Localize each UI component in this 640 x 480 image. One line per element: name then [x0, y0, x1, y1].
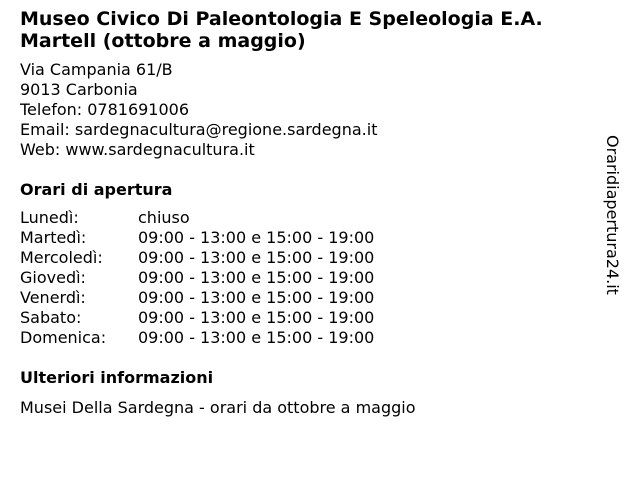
day-hours: 09:00 - 13:00 e 15:00 - 19:00 — [138, 228, 375, 247]
hours-row-tuesday — [20, 228, 610, 248]
museum-info-card — [20, 8, 610, 418]
hours-row-monday — [20, 208, 610, 228]
day-hours: 09:00 - 13:00 e 15:00 - 19:00 — [138, 308, 375, 327]
day-label: Domenica: — [20, 328, 107, 347]
hours-row-saturday — [20, 308, 610, 328]
day-hours: 09:00 - 13:00 e 15:00 - 19:00 — [138, 288, 375, 307]
day-label: Sabato: — [20, 308, 82, 327]
hours-row-friday — [20, 288, 610, 308]
hours-row-thursday — [20, 268, 610, 288]
more-info-text: Musei Della Sardegna - orari da ottobre a maggio — [20, 398, 416, 417]
day-label: Lunedì: — [20, 208, 79, 227]
day-label: Venerdì: — [20, 288, 86, 307]
page-title: Museo Civico Di Paleontologia E Speleologia E.A. Martell (ottobre a maggio) — [20, 8, 543, 52]
day-hours: chiuso — [138, 208, 190, 227]
hours-row-wednesday — [20, 248, 610, 268]
day-hours: 09:00 - 13:00 e 15:00 - 19:00 — [138, 328, 375, 347]
day-hours: 09:00 - 13:00 e 15:00 - 19:00 — [138, 248, 375, 267]
street-address: Via Campania 61/B — [20, 60, 173, 79]
opening-hours-table — [20, 208, 610, 348]
day-hours: 09:00 - 13:00 e 15:00 - 19:00 — [138, 268, 375, 287]
site-watermark: Oraridiapertura24.it — [603, 135, 622, 295]
phone-number: Telefon: 0781691006 — [20, 100, 190, 119]
more-info-heading: Ulteriori informazioni — [20, 368, 214, 387]
city-address: 9013 Carbonia — [20, 80, 138, 99]
website-address: Web: www.sardegnacultura.it — [20, 140, 255, 159]
email-address: Email: sardegnacultura@regione.sardegna.it — [20, 120, 378, 139]
hours-row-sunday — [20, 328, 610, 348]
opening-hours-heading: Orari di apertura — [20, 180, 173, 199]
contact-block — [20, 60, 610, 160]
day-label: Martedì: — [20, 228, 87, 247]
day-label: Mercoledì: — [20, 248, 103, 267]
day-label: Giovedì: — [20, 268, 86, 287]
